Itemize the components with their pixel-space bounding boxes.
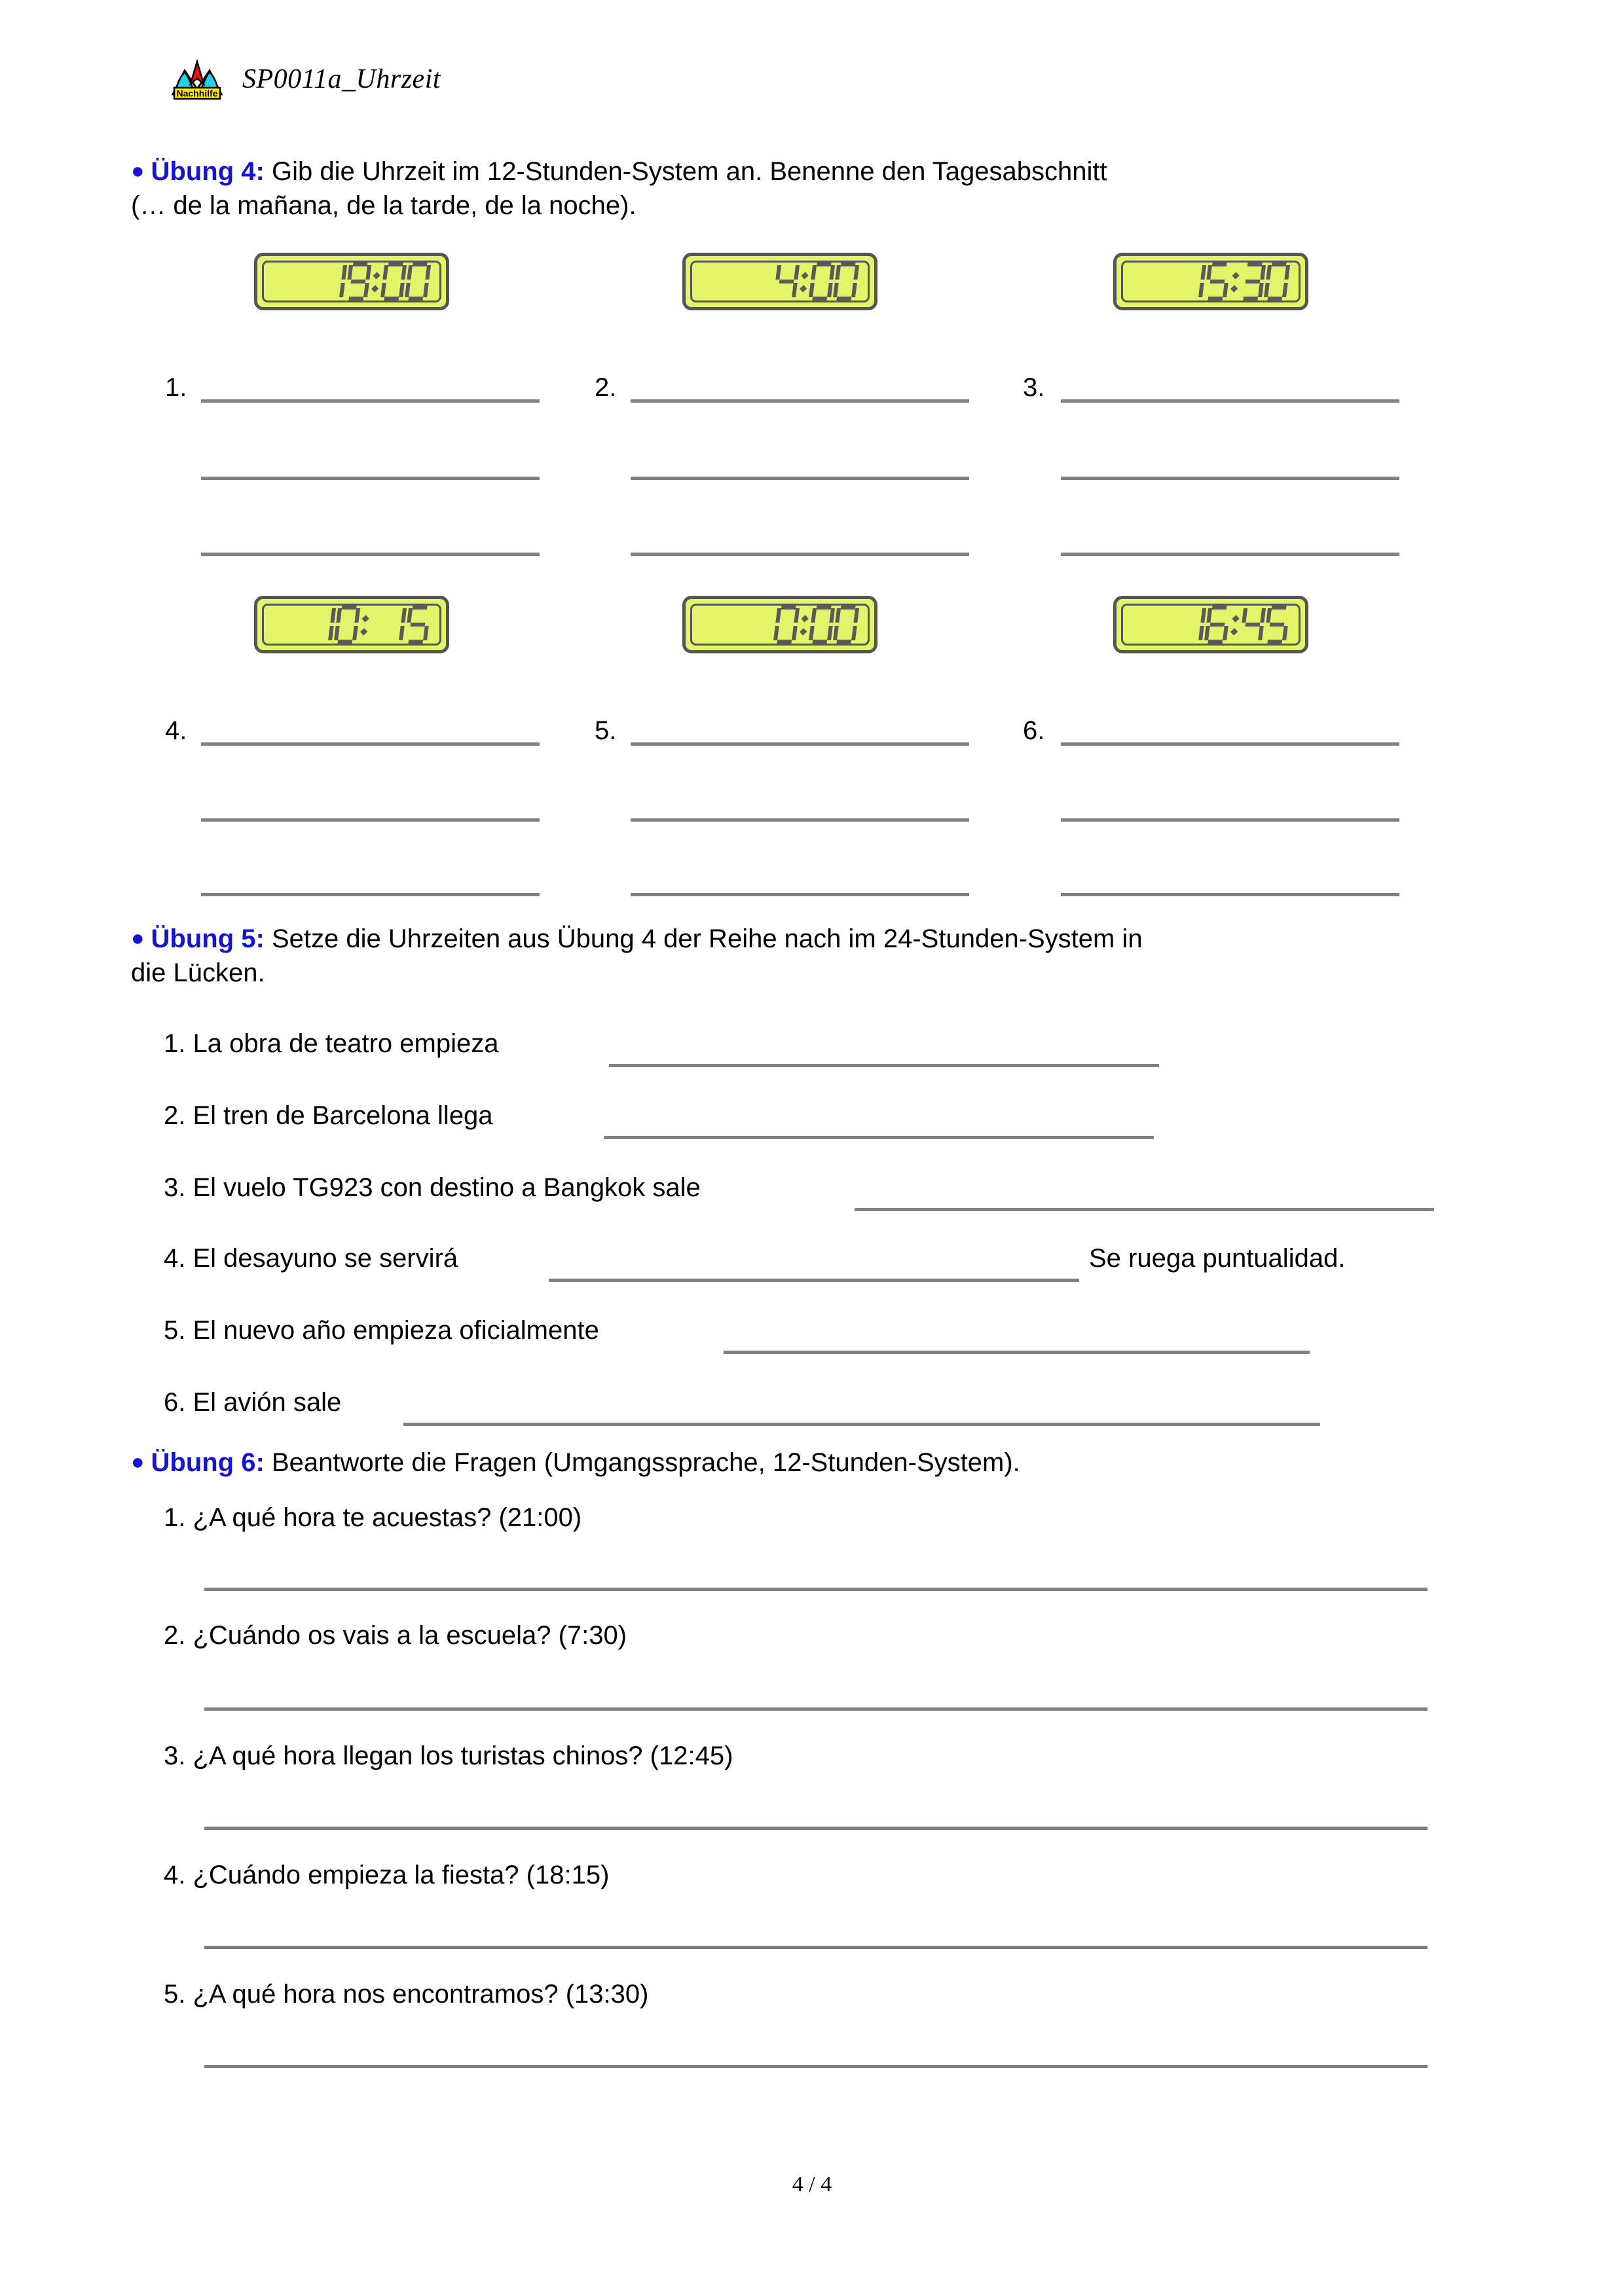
clock-display-2	[682, 253, 877, 310]
answer-line-3c[interactable]	[1061, 553, 1399, 556]
logo-text: Nachhilfe	[176, 88, 218, 99]
clock-face-5	[690, 604, 870, 646]
clock-digit-6	[1204, 606, 1230, 644]
answer-line-1c[interactable]	[201, 553, 540, 556]
answer-line-6c[interactable]	[1061, 893, 1399, 896]
bullet-icon: ●	[131, 926, 145, 951]
clock-digit-4	[1239, 606, 1266, 644]
exercise-4-text-line2: (… de la mañana, de la tarde, de la noche).	[131, 191, 637, 220]
answer-line-6b[interactable]	[1061, 818, 1399, 822]
sentence-text-4: El desayuno se servirá	[193, 1244, 458, 1273]
question-number-3: 3.	[164, 1741, 186, 1770]
sentence-blank-5[interactable]	[724, 1351, 1310, 1354]
exercise-5-text-line2: die Lücken.	[131, 958, 265, 987]
question-item-1	[164, 1504, 581, 1531]
sentence-number-5: 5.	[164, 1316, 186, 1345]
clock-digit-3	[1239, 263, 1266, 301]
question-text-3: ¿A qué hora llegan los turistas chinos? (12:45)	[193, 1741, 733, 1770]
answer-line-2b[interactable]	[631, 477, 969, 480]
sentence-text-2: El tren de Barcelona llega	[193, 1101, 493, 1130]
exercise-6-heading	[131, 1446, 1490, 1480]
clock-blank-digit	[764, 606, 773, 644]
clock-face-2	[690, 261, 870, 302]
question-answer-line-2[interactable]	[204, 1707, 1428, 1711]
question-item-4	[164, 1862, 609, 1888]
clock-digit-1	[1179, 263, 1206, 301]
sentence-number-3: 3.	[164, 1173, 186, 1202]
sentence-text-6: El avión sale	[193, 1388, 342, 1417]
bullet-icon: ●	[131, 158, 145, 183]
sentence-tail-4: Se ruega puntualidad.	[1089, 1244, 1346, 1273]
clock-digit-0	[773, 606, 800, 644]
clock-digit-0	[832, 606, 859, 644]
question-text-5: ¿A qué hora nos encontramos? (13:30)	[193, 1980, 649, 2009]
clock-digit-0	[1263, 263, 1290, 301]
question-answer-line-5[interactable]	[204, 2065, 1428, 2068]
answer-line-3b[interactable]	[1061, 477, 1399, 480]
clock-face-6	[1121, 604, 1301, 646]
sentence-blank-4[interactable]	[549, 1279, 1079, 1282]
answer-line-5b[interactable]	[631, 818, 969, 822]
clock-colon	[358, 606, 371, 644]
clock-digits-2	[764, 263, 857, 301]
clock-digits-1	[323, 263, 429, 301]
page-footer: 4 / 4	[792, 2172, 832, 2196]
answer-number-3: 3.	[1023, 373, 1045, 402]
document-title: SP0011a_Uhrzeit	[242, 64, 441, 94]
answer-line-6a[interactable]	[1061, 742, 1399, 746]
clock-display-4	[254, 596, 449, 653]
answer-number-5: 5.	[595, 716, 617, 745]
answer-number-1: 1.	[165, 373, 187, 402]
question-text-4: ¿Cuándo empieza la fiesta? (18:15)	[193, 1861, 610, 1889]
clock-digits-5	[764, 606, 857, 644]
exercise-6-label: Übung 6:	[151, 1448, 265, 1477]
page-header	[169, 58, 441, 101]
clock-face-3	[1121, 261, 1301, 302]
clock-digit-1	[1179, 606, 1206, 644]
clock-blank-digit	[764, 263, 773, 301]
sentence-blank-6[interactable]	[403, 1423, 1320, 1426]
question-item-3	[164, 1743, 733, 1769]
sentence-text-1: La obra de teatro empieza	[193, 1029, 499, 1058]
exercise-5-text-line1: Setze die Uhrzeiten aus Übung 4 der Reihe nach im 24-Stunden-System in	[271, 924, 1143, 953]
answer-line-3a[interactable]	[1061, 399, 1399, 403]
question-answer-line-3[interactable]	[204, 1827, 1428, 1830]
sentence-item-1	[164, 1030, 498, 1057]
question-number-5: 5.	[164, 1980, 186, 2009]
clock-digits-6	[1182, 606, 1288, 644]
clock-digit-4	[773, 263, 800, 301]
sentence-blank-2[interactable]	[604, 1136, 1154, 1139]
sentence-number-6: 6.	[164, 1388, 186, 1417]
question-answer-line-4[interactable]	[204, 1946, 1428, 1949]
question-text-1: ¿A qué hora te acuestas? (21:00)	[193, 1503, 582, 1532]
clock-digit-0	[380, 263, 407, 301]
clock-digit-0	[404, 263, 431, 301]
question-number-1: 1.	[164, 1503, 186, 1532]
clock-face-4	[262, 604, 441, 646]
question-item-5	[164, 1981, 648, 2007]
clock-digit-1	[380, 606, 407, 644]
sentence-text-3: El vuelo TG923 con destino a Bangkok sale	[193, 1173, 701, 1202]
answer-line-1b[interactable]	[201, 477, 540, 480]
sentence-item-2	[164, 1102, 493, 1129]
sentence-text-5: El nuevo año empieza oficialmente	[193, 1316, 599, 1345]
clock-digit-5	[1263, 606, 1290, 644]
sentence-number-2: 2.	[164, 1101, 186, 1130]
answer-number-2: 2.	[595, 373, 617, 402]
sentence-number-1: 1.	[164, 1029, 186, 1058]
question-answer-line-1[interactable]	[204, 1588, 1428, 1591]
sentence-item-4	[164, 1245, 458, 1271]
answer-line-5a[interactable]	[631, 742, 969, 746]
question-number-4: 4.	[164, 1861, 186, 1889]
clock-display-5	[682, 596, 877, 653]
clock-digit-0	[333, 606, 360, 644]
exercise-4-label: Übung 4:	[151, 157, 265, 186]
answer-line-4b[interactable]	[201, 818, 540, 822]
answer-line-4c[interactable]	[201, 893, 540, 896]
clock-digits-4	[312, 606, 429, 644]
clock-blank-digit	[371, 606, 380, 644]
answer-line-2a[interactable]	[631, 399, 969, 403]
answer-number-4: 4.	[165, 716, 187, 745]
clock-digit-0	[832, 263, 859, 301]
nachhilfe-logo-icon	[169, 58, 225, 101]
clock-digit-0	[808, 606, 835, 644]
sentence-blank-3[interactable]	[855, 1208, 1434, 1211]
clock-digit-5	[404, 606, 431, 644]
bullet-icon: ●	[131, 1449, 145, 1474]
sentence-item-6	[164, 1389, 341, 1415]
exercise-4-heading	[131, 155, 1480, 223]
answer-number-6: 6.	[1023, 716, 1045, 745]
clock-display-3	[1113, 253, 1308, 310]
question-item-2	[164, 1622, 627, 1649]
answer-line-1a[interactable]	[201, 399, 540, 403]
clock-display-6	[1113, 596, 1308, 653]
sentence-blank-1[interactable]	[609, 1064, 1159, 1067]
question-text-2: ¿Cuándo os vais a la escuela? (7:30)	[193, 1621, 627, 1650]
answer-line-4a[interactable]	[201, 742, 540, 746]
sentence-item-3	[164, 1175, 701, 1201]
clock-digit-1	[320, 263, 347, 301]
exercise-5-label: Übung 5:	[151, 924, 265, 953]
clock-display-1	[254, 253, 449, 310]
question-number-2: 2.	[164, 1621, 186, 1650]
answer-line-5c[interactable]	[631, 893, 969, 896]
clock-digit-5	[1204, 263, 1230, 301]
sentence-item-5	[164, 1317, 599, 1343]
clock-digit-1	[309, 606, 336, 644]
exercise-4-text-line1: Gib die Uhrzeit im 12-Stunden-System an. Benenne den Tagesabschnitt	[271, 157, 1107, 186]
exercise-5-heading	[131, 922, 1490, 990]
clock-digits-3	[1182, 263, 1288, 301]
sentence-number-4: 4.	[164, 1244, 186, 1273]
clock-face-1	[262, 261, 441, 302]
clock-digit-0	[808, 263, 835, 301]
answer-line-2c[interactable]	[631, 553, 969, 556]
exercise-6-text-line1: Beantworte die Fragen (Umgangssprache, 12-Stunden-System).	[271, 1448, 1020, 1477]
clock-digit-9	[344, 263, 371, 301]
